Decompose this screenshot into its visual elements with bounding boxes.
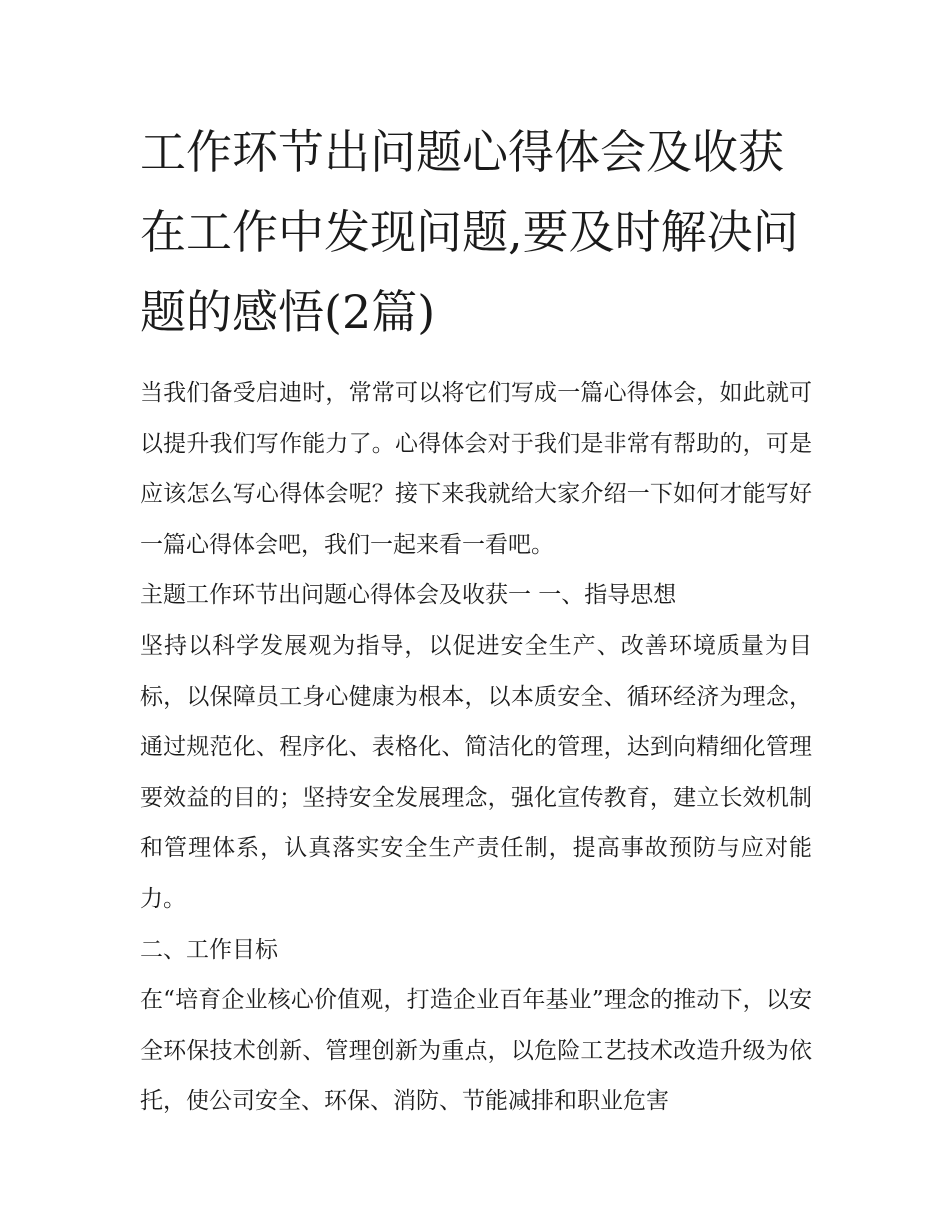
guiding-thought-paragraph: 坚持以科学发展观为指导，以促进安全生产、改善环境质量为目标，以保障员工身心健康为根本，以本质安全、循环经济为理念，通过规范化、程序化、表格化、简洁化的管理，达到向精细化管理要效益的目的；坚持安全发展理念，强化宣传教育，建立长效机制和管理体系，认真落实安全生产责任制，提高事故预防与应对能力。	[140, 632, 812, 912]
section-heading-work-goals: 二、工作目标	[140, 936, 278, 963]
document-title: 工作环节出问题心得体会及收获 在工作中发现问题,要及时解决问题的感悟(2篇)	[140, 125, 799, 339]
work-goals-paragraph: 在“培育企业核心价值观，打造企业百年基业”理念的推动下，以安全环保技术创新、管理创新为重点，以危险工艺技术改造升级为依托，使公司安全、环保、消防、节能减排和职业危害	[140, 987, 812, 1115]
document-body	[140, 368, 812, 1127]
document-content	[140, 112, 812, 1127]
intro-paragraph: 当我们备受启迪时，常常可以将它们写成一篇心得体会，如此就可以提升我们写作能力了。心得体会对于我们是非常有帮助的，可是应该怎么写心得体会呢？接下来我就给大家介绍一下如何才能写好一篇心得体会吧，我们一起来看一看吧。	[140, 380, 812, 558]
section-heading-guiding-thought: 主题工作环节出问题心得体会及收获一 一、指导思想	[140, 582, 677, 609]
